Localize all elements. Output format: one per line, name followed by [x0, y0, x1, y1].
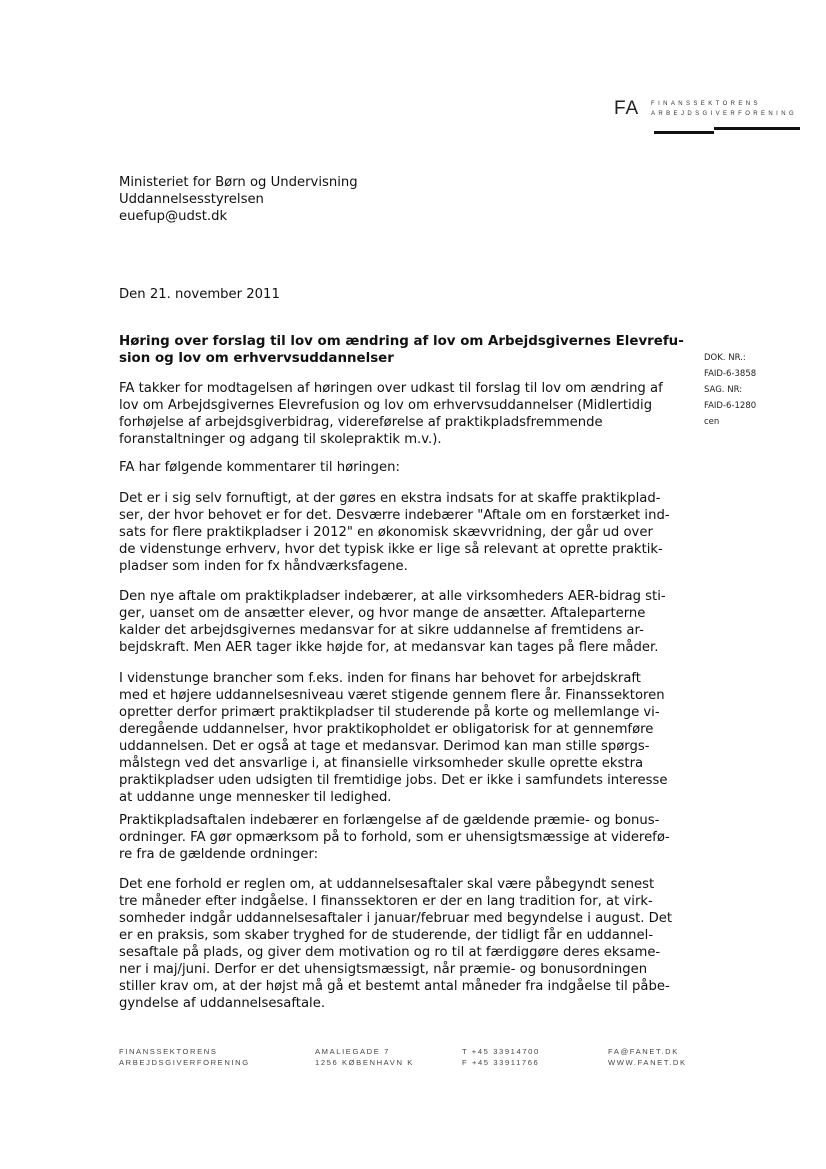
document-reference: [704, 350, 756, 430]
text-line: kalder det arbejdsgivernes medansvar for at sikre uddannelse af fremtidens ar-: [119, 623, 644, 638]
recipient-address: [119, 174, 685, 225]
text-line: sats for flere praktikpladser i 2012" en økonomisk skævvridning, der går ud over: [119, 525, 653, 540]
paragraph: [119, 380, 685, 448]
text-line: somheder indgår uddannelsesaftaler i januar/februar med begyndelse i august. Det: [119, 911, 673, 926]
paragraph: [119, 490, 685, 575]
footer-org-line: FINANSSEKTORENS: [119, 1047, 218, 1056]
text-line: praktikpladser uden udsigten til fremtidige jobs. Det er ikke i samfundets interesse: [119, 773, 668, 788]
logo-bar-left: [654, 131, 714, 134]
text-line: målstegn ved det ansvarlige i, at finansielle virksomheder skulle oprette ekstra: [119, 756, 644, 771]
text-line: foranstaltninger og adgang til skolepraktik m.v.).: [119, 432, 442, 447]
sag-label: SAG. NR:: [704, 385, 743, 395]
dok-label: DOK. NR.:: [704, 353, 746, 363]
text-line: opretter derfor primært praktikpladser til studerende på korte og mellemlange vi-: [119, 705, 660, 720]
text-line: pladser som inden for fx håndværksfagene.: [119, 559, 408, 574]
dok-value: FAID-6-3858: [704, 369, 757, 379]
letter-title: [119, 333, 685, 367]
footer-street: AMALIEGADE 7: [315, 1047, 390, 1056]
text-line: ser, der hvor behovet er for det. Desværre indebærer "Aftale om en forstærket ind-: [119, 508, 670, 523]
text-line: med et højere uddannelsesniveau været stigende gennem flere år. Finanssektoren: [119, 688, 665, 703]
text-line: uddannelsen. Det er også at tage et medansvar. Derimod kan man stille spørgs-: [119, 739, 650, 754]
footer-org-line: ARBEJDSGIVERFORENING: [119, 1058, 250, 1067]
footer-phone: [462, 1046, 540, 1068]
text-line: er en praksis, som skaber tryghed for de studerende, der tidligt får en uddannel-: [119, 928, 654, 943]
logo-line-2: ARBEJDSGIVERFORENING: [651, 111, 798, 117]
paragraph: [119, 588, 685, 656]
text-line: ordninger. FA gør opmærksom på to forhold, som er uhensigtsmæssige at viderefø-: [119, 830, 670, 845]
fa-logo: [614, 98, 798, 150]
footer-address: [315, 1046, 414, 1068]
logo-mark: FA: [614, 98, 640, 119]
footer-contact: [608, 1046, 687, 1068]
footer-fax: F +45 33911766: [462, 1058, 540, 1067]
letter-date: Den 21. november 2011: [119, 287, 280, 302]
recipient-line: Ministeriet for Børn og Undervisning: [119, 175, 358, 190]
text-line: de videnstunge erhverv, hvor det typisk ikke er lige så relevant at oprette praktik-: [119, 542, 663, 557]
text-line: Den nye aftale om praktikpladser indebærer, at alle virksomheders AER-bidrag sti-: [119, 589, 666, 604]
text-line: Praktikpladsaftalen indebærer en forlængelse af de gældende præmie- og bonus-: [119, 813, 660, 828]
recipient-line: Uddannelsesstyrelsen: [119, 192, 264, 207]
text-line: bejdskraft. Men AER tager ikke højde for, at medansvar kan tages på flere måder.: [119, 640, 659, 655]
text-line: ger, uanset om de ansætter elever, og hvor mange de ansætter. Aftaleparterne: [119, 606, 646, 621]
text-line: tre måneder efter indgåelse. I finanssektoren er der en lang tradition for, at virk-: [119, 894, 653, 909]
text-line: FA takker for modtagelsen af høringen over udkast til forslag til lov om ændring af: [119, 381, 663, 396]
recipient-email: euefup@udst.dk: [119, 209, 228, 224]
text-line: lov om Arbejdsgivernes Elevrefusion og lov om erhvervsuddannelser (Midlertidig: [119, 398, 653, 413]
paragraph: [119, 812, 685, 863]
text-line: stiller krav om, at der højst må gå et bestemt antal måneder fra indgåelse til påbe-: [119, 979, 670, 994]
text-line: forhøjelse af arbejdsgiverbidrag, videreførelse af praktikpladsfremmende: [119, 415, 603, 430]
footer-email: FA@FANET.DK: [608, 1047, 679, 1056]
footer-organization: [119, 1046, 250, 1068]
text-line: at uddanne unge mennesker til ledighed.: [119, 790, 392, 805]
footer-web: WWW.FANET.DK: [608, 1058, 687, 1067]
logo-bar-right: [714, 127, 800, 130]
paragraph: [119, 459, 685, 476]
footer-telephone: T +45 33914700: [462, 1047, 540, 1056]
text-line: sesaftale på plads, og giver dem motivation og ro til at færdiggøre deres eksame-: [119, 945, 661, 960]
paragraph: [119, 876, 685, 1012]
text-line: Det ene forhold er reglen om, at uddannelsesaftaler skal være påbegyndt senest: [119, 877, 655, 892]
logo-line-1: FINANSSEKTORENS: [651, 101, 761, 107]
text-line: I videnstunge brancher som f.eks. inden for finans har behovet for arbejdskraft: [119, 671, 641, 686]
title-line: sion og lov om erhvervsuddannelser: [119, 351, 394, 366]
footer-city: 1256 KØBENHAVN K: [315, 1058, 414, 1067]
sag-value: FAID-6-1280: [704, 401, 757, 411]
text-line: FA har følgende kommentarer til høringen:: [119, 460, 400, 475]
text-line: deregående uddannelser, hvor praktikopholdet er obligatorisk for at gennemføre: [119, 722, 654, 737]
paragraph: [119, 670, 685, 806]
author-initials: cen: [704, 417, 720, 427]
text-line: gyndelse af uddannelsesaftale.: [119, 996, 326, 1011]
text-line: re fra de gældende ordninger:: [119, 847, 319, 862]
title-line: Høring over forslag til lov om ændring af lov om Arbejdsgivernes Elevrefu-: [119, 334, 684, 349]
text-line: Det er i sig selv fornuftigt, at der gøres en ekstra indsats for at skaffe praktikplad-: [119, 491, 661, 506]
text-line: ner i maj/juni. Derfor er det uhensigtsmæssigt, når præmie- og bonusordningen: [119, 962, 648, 977]
